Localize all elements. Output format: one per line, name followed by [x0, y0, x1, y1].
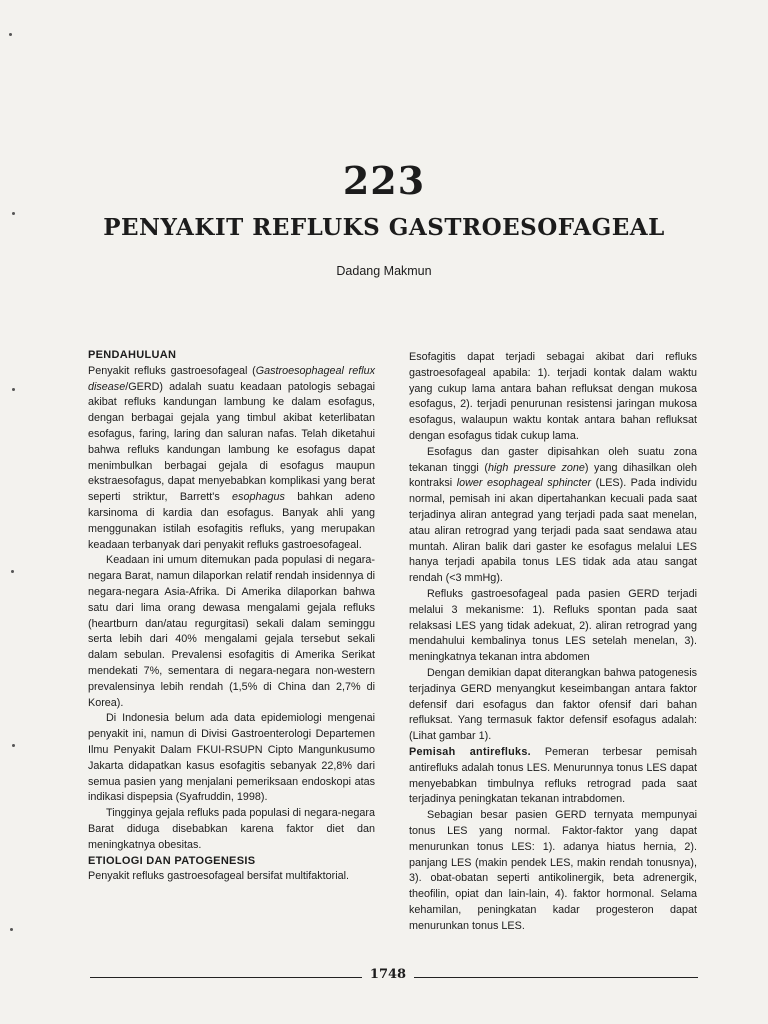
- scan-speck: [10, 928, 13, 931]
- section-heading-etiologi: ETIOLOGI DAN PATOGENESIS: [88, 854, 256, 867]
- right-column: [409, 350, 697, 934]
- paragraph: Keadaan ini umum ditemukan pada populasi di negara-negara Barat, namun dilaporkan relatif rendah insidennya di negara-negara Asia-Afrika. Di Amerika dilaporkan bahwa satu dari lima orang dewasa mengalami gejala refluks (heartburn dan/atau regurgitasi) sekali dalam seminggu serta lebih dari 40% mengalami gejala tersebut sekali dalam sebulan. Prevalensi esofagitis di Amerika Serikat mendekati 7%, sementara di negara-negara non-western prevalensinya lebih rendah (1,5% di China dan 2,7% di Korea).: [88, 554, 375, 709]
- paragraph: Refluks gastroesofageal pada pasien GERD terjadi melalui 3 mekanisme: 1). Refluks spontan pada saat relaksasi LES yang tidak adekuat, 2). aliran retrograd yang mendahului kembalinya tonus LES setelah menelan, 3). meningkatnya tekanan intra abdomen: [409, 587, 697, 664]
- paragraph: Tingginya gejala refluks pada populasi di negara-negara Barat diduga disebabkan karena faktor diet dan meningkatnya obesitas.: [88, 807, 375, 851]
- chapter-title: PENYAKIT REFLUKS GASTROESOFAGEAL: [103, 214, 665, 241]
- page-number: 1748: [369, 967, 407, 982]
- paragraph: Esofagus dan gaster dipisahkan oleh suatu zona tekanan tinggi (high pressure zone) yang dihasilkan oleh kontraksi lower esophageal sphincter (LES). Pada individu normal, pemisah ini akan dipertahankan kecuali pada saat terjadinya aliran antegrad yang terjadi pada saat menelan, atau aliran retrograd yang terjadi pada saat sendawa atau muntah. Aliran balik dari gaster ke esofagus melalui LES hanya terjadi apabila tonus LES tidak ada atau sangat rendah (<3 mmHg).: [409, 445, 698, 585]
- paragraph: Sebagian besar pasien GERD ternyata mempunyai tonus LES yang normal. Faktor-faktor yang dapat menurunkan tonus LES: 1). adanya hiatus hernia, 2). panjang LES (makin pendek LES, makin rendah tonusnya), 3). obat-obatan seperti antikolinergik, beta adrenergik, theofilin, opiat dan lain-lain, 4). faktor hormonal. Selama kehamilan, peningkatan kadar progesteron dapat menurunkan tonus LES.: [409, 809, 697, 932]
- author-name: Dadang Makmun: [336, 264, 432, 278]
- chapter-number: 223: [342, 158, 426, 203]
- page-footer: [90, 966, 698, 986]
- paragraph: Esofagitis dapat terjadi sebagai akibat dari refluks gastroesofageal apabila: 1). terjadi kontak dalam waktu yang cukup lama antara bahan refluksat dengan mukosa esofagus, 2). terjadi penurunan resistensi jaringan mukosa esofagus, walaupun waktu kontak antara bahan refluksat dengan esofagus tidak cukup lama.: [409, 351, 697, 442]
- scan-speck: [12, 388, 15, 391]
- paragraph: Pemisah antirefluks. Pemeran terbesar pemisah antirefluks adalah tonus LES. Menurunnya tonus LES dapat menyebabkan timbulnya refluks retrograd pada saat terjadinya peningkatan tekanan intrabdomen.: [409, 745, 697, 806]
- paragraph: Penyakit refluks gastroesofageal (Gastroesophageal reflux disease/GERD) adalah suatu keadaan patologis sebagai akibat refluks kandungan lambung ke dalam esofagus, dengan berbagai gejala yang timbul akibat keterlibatan esofagus, faring, laring dan saluran nafas. Telah diketahui bahwa refluks kandungan lambung ke esofagus dapat menimbulkan berbagai gejala di esofagus maupun ekstraesofagus, dapat menyebabkan komplikasi yang berat seperti striktur, Barrett's esophagus bahkan adeno karsinoma di kardia dan esofagus. Banyak ahli yang menggunakan istilah esofagitis refluks, yang merupakan keadaan terbanyak dari penyakit refluks gastroesofageal.: [88, 364, 376, 551]
- paragraph: Dengan demikian dapat diterangkan bahwa patogenesis terjadinya GERD menyangkut keseimbangan antara faktor defensif dari esofagus dan faktor ofensif dari bahan refluksat. Yang termasuk faktor defensif esofagus adalah: (Lihat gambar 1).: [409, 666, 697, 743]
- scan-speck: [11, 570, 14, 573]
- run-in-heading: Pemisah antirefluks.: [409, 745, 531, 758]
- paragraph: Di Indonesia belum ada data epidemiologi mengenai penyakit ini, namun di Divisi Gastroenterologi Departemen Ilmu Penyakit Dalam FKUI-RSUPN Cipto Mangunkusumo Jakarta didapatkan kasus esofagitis sebanyak 22,8% dari semua pasien yang menjalani pemeriksaan endoskopi atas indikasi dispepsia (Syafruddin, 1998).: [88, 712, 375, 804]
- paragraph: Penyakit refluks gastroesofageal bersifat multifaktorial.: [88, 870, 350, 883]
- footer-rule-right: [414, 977, 698, 978]
- scan-speck: [12, 744, 15, 747]
- scan-speck: [9, 33, 12, 36]
- left-column: [88, 348, 375, 885]
- footer-rule-left: [90, 977, 362, 978]
- section-heading-pendahuluan: PENDAHULUAN: [88, 349, 177, 361]
